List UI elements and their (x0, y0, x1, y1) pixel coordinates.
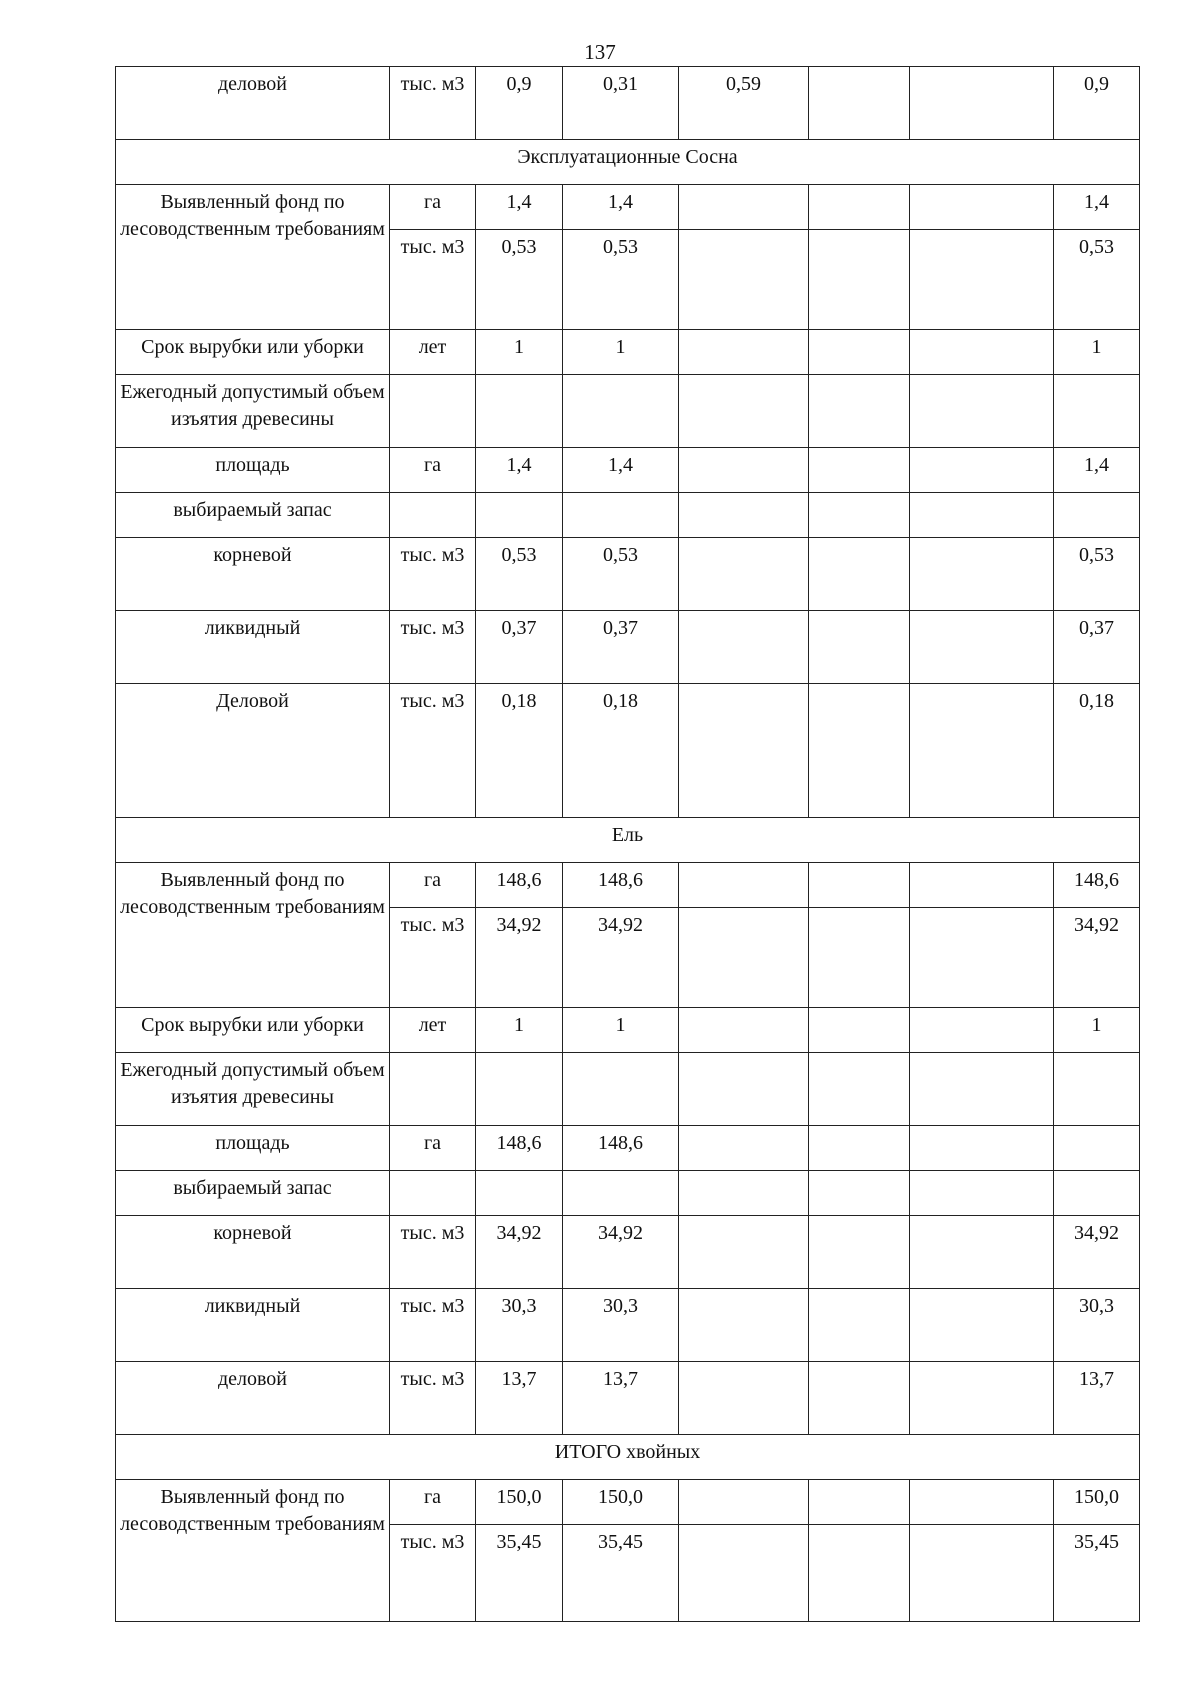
table-cell (809, 493, 910, 538)
table-cell: 150,0 (1054, 1480, 1140, 1525)
table-cell: 1 (563, 1008, 679, 1053)
table-row (116, 185, 1140, 230)
table-cell: 1,4 (476, 448, 563, 493)
table-cell (679, 1525, 809, 1622)
table-cell: га (390, 1480, 476, 1525)
table-row (116, 1008, 1140, 1053)
table-cell: 30,3 (563, 1289, 679, 1362)
table-cell (476, 375, 563, 448)
table-cell: 35,45 (1054, 1525, 1140, 1622)
table-cell (476, 1171, 563, 1216)
table-row (116, 1216, 1140, 1289)
section-title: Эксплуатационные Сосна (116, 140, 1140, 185)
row-label: выбираемый запас (116, 493, 390, 538)
table-row (116, 611, 1140, 684)
table-cell (910, 1216, 1054, 1289)
table-row (116, 448, 1140, 493)
section-title: ИТОГО хвойных (116, 1435, 1140, 1480)
table-cell: 34,92 (563, 1216, 679, 1289)
row-label: ликвидный (116, 611, 390, 684)
table-cell (809, 67, 910, 140)
table-cell: тыс. м3 (390, 230, 476, 330)
table-row (116, 863, 1140, 908)
table-cell: га (390, 185, 476, 230)
table-cell: га (390, 863, 476, 908)
table-cell: 1,4 (1054, 185, 1140, 230)
table-cell (390, 375, 476, 448)
table-cell: 13,7 (1054, 1362, 1140, 1435)
table-cell (390, 493, 476, 538)
table-cell (476, 493, 563, 538)
table-cell: 0,37 (1054, 611, 1140, 684)
table-cell: тыс. м3 (390, 67, 476, 140)
table-cell (809, 448, 910, 493)
table-cell: 1 (476, 1008, 563, 1053)
table-cell (809, 863, 910, 908)
table-cell: тыс. м3 (390, 908, 476, 1008)
table-cell: 34,92 (1054, 1216, 1140, 1289)
table-cell: 1,4 (563, 448, 679, 493)
table-cell (809, 684, 910, 818)
table-row (116, 1289, 1140, 1362)
table-cell: тыс. м3 (390, 1289, 476, 1362)
table-cell (809, 230, 910, 330)
table-cell: 0,53 (1054, 538, 1140, 611)
table-row (116, 330, 1140, 375)
table-row (116, 1126, 1140, 1171)
table-cell (910, 684, 1054, 818)
table-cell (679, 1216, 809, 1289)
table-cell: га (390, 448, 476, 493)
table-cell: 0,37 (476, 611, 563, 684)
table-cell: 150,0 (476, 1480, 563, 1525)
table-cell: 1 (476, 330, 563, 375)
row-label: корневой (116, 1216, 390, 1289)
table-cell (679, 1126, 809, 1171)
table-cell (910, 230, 1054, 330)
table-body (116, 67, 1140, 1622)
table-cell (910, 1053, 1054, 1126)
table-cell: тыс. м3 (390, 1525, 476, 1622)
table-cell (809, 611, 910, 684)
table-cell (809, 538, 910, 611)
table-row (116, 1480, 1140, 1525)
table-cell (910, 1525, 1054, 1622)
table-row (116, 67, 1140, 140)
table-cell (809, 1126, 910, 1171)
table-cell (910, 538, 1054, 611)
table-cell (910, 1362, 1054, 1435)
table-cell: 0,9 (1054, 67, 1140, 140)
table-cell (809, 1480, 910, 1525)
row-label: ликвидный (116, 1289, 390, 1362)
table-cell: тыс. м3 (390, 611, 476, 684)
table-cell (910, 1289, 1054, 1362)
row-label: Ежегодный допустимый объем изъятия древесины (116, 1053, 390, 1126)
table-cell: 34,92 (1054, 908, 1140, 1008)
table-cell: га (390, 1126, 476, 1171)
table-cell: 1,4 (476, 185, 563, 230)
table-cell: 148,6 (476, 1126, 563, 1171)
forest-volume-table (115, 66, 1140, 1622)
row-label: Срок вырубки или уборки (116, 330, 390, 375)
table-cell: тыс. м3 (390, 538, 476, 611)
table-cell: 148,6 (563, 1126, 679, 1171)
table-cell (679, 330, 809, 375)
row-label: Ежегодный допустимый объем изъятия древесины (116, 375, 390, 448)
table-cell (679, 684, 809, 818)
row-label: выбираемый запас (116, 1171, 390, 1216)
row-label: деловой (116, 1362, 390, 1435)
table-cell (910, 908, 1054, 1008)
table-cell (1054, 1171, 1140, 1216)
table-cell (910, 1008, 1054, 1053)
table-cell: 148,6 (476, 863, 563, 908)
table-cell (910, 330, 1054, 375)
table-cell (679, 185, 809, 230)
table-cell: 0,18 (563, 684, 679, 818)
row-label: площадь (116, 1126, 390, 1171)
table-row (116, 684, 1140, 818)
table-cell (563, 493, 679, 538)
row-label: площадь (116, 448, 390, 493)
row-label: корневой (116, 538, 390, 611)
table-cell (809, 1289, 910, 1362)
table-cell (679, 863, 809, 908)
table-cell (679, 1171, 809, 1216)
table-cell: 150,0 (563, 1480, 679, 1525)
table-cell (390, 1053, 476, 1126)
table-cell (679, 1008, 809, 1053)
table-cell (809, 1525, 910, 1622)
row-label: Срок вырубки или уборки (116, 1008, 390, 1053)
row-label: деловой (116, 67, 390, 140)
table-cell (679, 1053, 809, 1126)
table-cell (679, 493, 809, 538)
table-cell (679, 1480, 809, 1525)
table-row (116, 375, 1140, 448)
table-cell (679, 375, 809, 448)
section-header-row (116, 140, 1140, 185)
table-cell (1054, 493, 1140, 538)
table-cell (910, 1171, 1054, 1216)
table-cell: 35,45 (476, 1525, 563, 1622)
table-cell (809, 1216, 910, 1289)
table-cell: 1 (1054, 330, 1140, 375)
row-label: Выявленный фонд по лесоводственным требованиям (116, 863, 390, 1008)
section-title: Ель (116, 818, 1140, 863)
table-cell (1054, 1126, 1140, 1171)
table-cell (1054, 375, 1140, 448)
row-label: Выявленный фонд по лесоводственным требованиям (116, 185, 390, 330)
table-cell (910, 375, 1054, 448)
table-cell: 30,3 (476, 1289, 563, 1362)
table-cell (910, 67, 1054, 140)
table-row (116, 538, 1140, 611)
table-cell: 0,18 (1054, 684, 1140, 818)
table-cell (809, 1171, 910, 1216)
table-cell: 0,53 (563, 230, 679, 330)
table-cell: 0,53 (476, 230, 563, 330)
table-cell: 1 (563, 330, 679, 375)
table-cell: 148,6 (563, 863, 679, 908)
table-cell: 148,6 (1054, 863, 1140, 908)
section-header-row (116, 1435, 1140, 1480)
table-row (116, 1362, 1140, 1435)
table-cell (910, 863, 1054, 908)
table-cell (679, 230, 809, 330)
table-cell (910, 185, 1054, 230)
table-cell: тыс. м3 (390, 684, 476, 818)
table-cell (563, 1171, 679, 1216)
table-cell: 0,59 (679, 67, 809, 140)
table-cell (679, 1362, 809, 1435)
table-cell: 0,18 (476, 684, 563, 818)
table-row (116, 493, 1140, 538)
table-cell (476, 1053, 563, 1126)
section-header-row (116, 818, 1140, 863)
table-cell (809, 1053, 910, 1126)
table-cell: лет (390, 330, 476, 375)
table-cell: 0,37 (563, 611, 679, 684)
table-cell: 35,45 (563, 1525, 679, 1622)
table-cell (679, 538, 809, 611)
table-cell: 30,3 (1054, 1289, 1140, 1362)
row-label: Выявленный фонд по лесоводственным требованиям (116, 1480, 390, 1622)
table-cell (910, 611, 1054, 684)
table-cell: лет (390, 1008, 476, 1053)
table-cell (679, 448, 809, 493)
table-cell: 13,7 (476, 1362, 563, 1435)
table-cell (809, 185, 910, 230)
table-cell (563, 1053, 679, 1126)
table-cell (910, 1126, 1054, 1171)
table-cell (910, 493, 1054, 538)
table-cell: 13,7 (563, 1362, 679, 1435)
table-cell: 1 (1054, 1008, 1140, 1053)
table-cell: 34,92 (476, 908, 563, 1008)
table-cell: 34,92 (476, 1216, 563, 1289)
table-cell (910, 448, 1054, 493)
table-cell (809, 1362, 910, 1435)
table-cell: 0,31 (563, 67, 679, 140)
table-cell: тыс. м3 (390, 1362, 476, 1435)
table-cell (809, 375, 910, 448)
table-cell: 1,4 (563, 185, 679, 230)
table-cell (679, 1289, 809, 1362)
table-row (116, 1171, 1140, 1216)
page-number: 137 (584, 40, 616, 64)
table-cell (1054, 1053, 1140, 1126)
table-cell: 0,9 (476, 67, 563, 140)
table-row (116, 1053, 1140, 1126)
table-cell (390, 1171, 476, 1216)
row-label: Деловой (116, 684, 390, 818)
table-cell (809, 330, 910, 375)
table-cell: 0,53 (1054, 230, 1140, 330)
table-cell (809, 1008, 910, 1053)
table-cell (679, 908, 809, 1008)
table-cell (910, 1480, 1054, 1525)
table-cell (679, 611, 809, 684)
table-cell: 0,53 (563, 538, 679, 611)
table-cell: 0,53 (476, 538, 563, 611)
table-cell (563, 375, 679, 448)
table-cell: тыс. м3 (390, 1216, 476, 1289)
table-cell: 34,92 (563, 908, 679, 1008)
table-cell (809, 908, 910, 1008)
table-cell: 1,4 (1054, 448, 1140, 493)
